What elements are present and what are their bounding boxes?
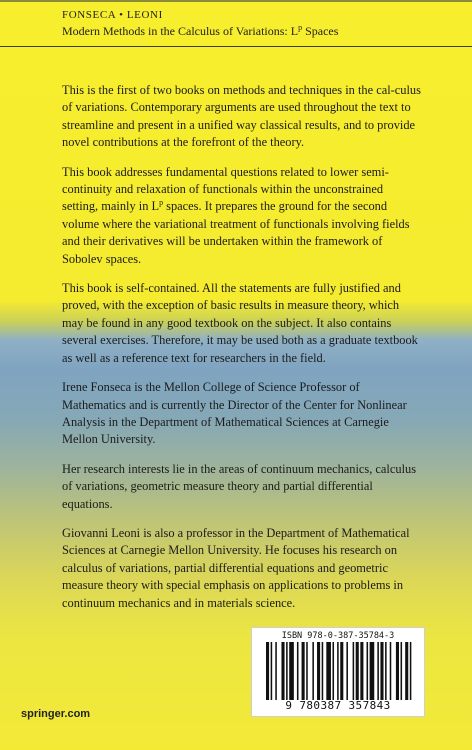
paragraph-scope: [62, 164, 422, 268]
book-title-superscript: p: [298, 23, 303, 32]
book-title-main: Modern Methods in the Calculus of Variations: L: [62, 24, 299, 38]
top-rule: [0, 0, 472, 2]
paragraph-fonseca-research: Her research interests lie in the areas of continuum mechanics, calculus of variations, geometric measure theory and partial differential equations.: [62, 461, 417, 511]
paragraph-scope-a: This book addresses fundamental questions related to lower semi-continuity and relaxation of functionals within the unconstrained setting, mainly in L: [62, 164, 389, 214]
paragraph-intro: This is the first of two books on methods and techniques in the cal-culus of variations. Contemporary arguments are used throughout the text to streamline and present in a unified way classical results, and to provide novel contributions at the forefront of the theory.: [62, 83, 421, 150]
paragraph-self-contained: This book is self-contained. All the statements are fully justified and proved, with the exception of basic results in measure theory, which may be found in any good textbook on the subject. It also contains several exercises. Therefore, it may be used both as a graduate textbook as well as a reference text for researchers in the field.: [62, 281, 418, 365]
book-title: [62, 24, 338, 39]
isbn-label: ISBN 978-0-387-35784-3: [281, 631, 395, 641]
paragraph-scope-superscript: p: [159, 198, 164, 208]
isbn-barcode-box: [251, 627, 425, 717]
barcode-icon: [266, 642, 416, 700]
paragraph-fonseca-bio: Irene Fonseca is the Mellon College of Science Professor of Mathematics and is currently the Director of the Center for Nonlinear Analysis in the Department of Mathematical Sciences at Carnegie Mellon University.: [62, 380, 407, 447]
book-title-tail: Spaces: [302, 24, 339, 38]
paragraph-scope-b: spaces. It prepares the ground for the second volume where the variational treatment of functionals involving fields and their derivatives will be undertaken within the framework of Sobolev spaces.: [62, 199, 410, 266]
publisher-website: springer.com: [21, 708, 91, 720]
author-names: FONSECA • LEONI: [62, 9, 163, 21]
blurb-text: [62, 82, 422, 624]
barcode-digits: 9 780387 357843: [285, 699, 391, 712]
header-rule: [0, 46, 472, 47]
paragraph-leoni-bio: Giovanni Leoni is also a professor in the Department of Mathematical Sciences at Carnegie Mellon University. He focuses his research on calculus of variations, partial differential equations and geometric measure theory with special emphasis on applications to problems in continuum mechanics and in materials science.: [62, 525, 410, 610]
